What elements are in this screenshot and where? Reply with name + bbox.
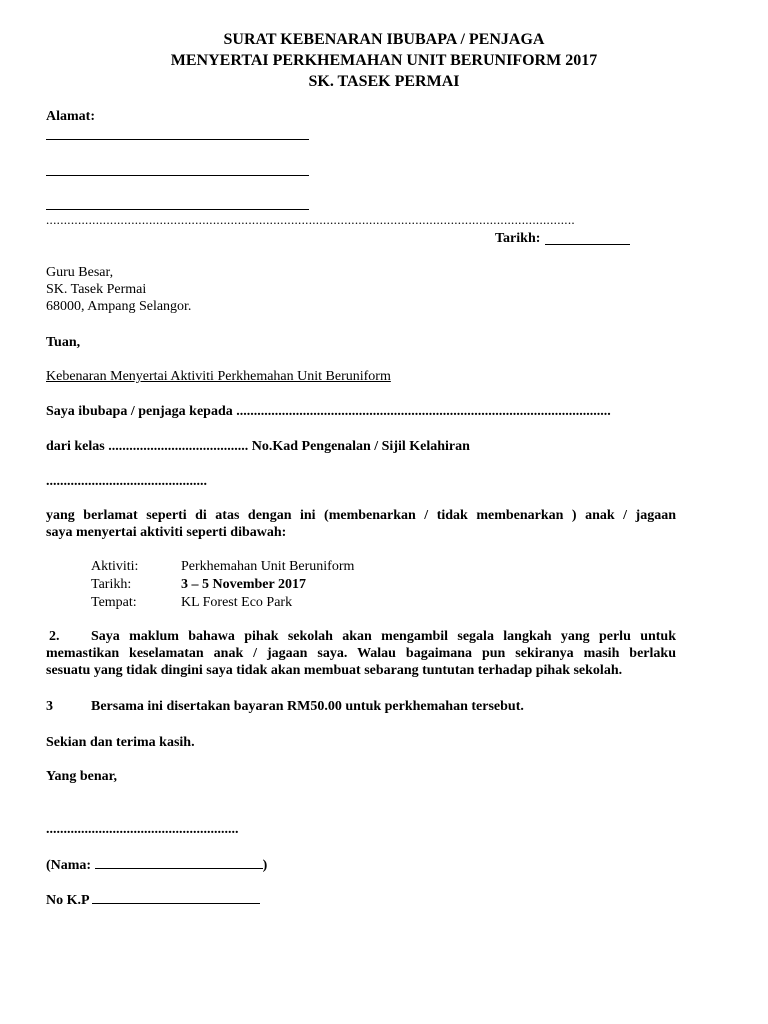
letter-title-line-1: SURAT KEBENARAN IBUBAPA / PENJAGA bbox=[223, 31, 545, 48]
date-blank-line[interactable] bbox=[545, 244, 630, 245]
letter-title-line-3: SK. TASEK PERMAI bbox=[308, 73, 460, 90]
consent-paragraph bbox=[46, 507, 676, 541]
address-blank-line-2[interactable] bbox=[46, 175, 309, 176]
activity-value: Perkhemahan Unit Beruniform bbox=[181, 559, 355, 574]
recipient-line-2: SK. Tasek Permai bbox=[46, 282, 147, 297]
point-2-line-1: Saya maklum bahawa pihak sekolah akan mengambil segala langkah yang perlu untuk bbox=[91, 629, 676, 644]
consent-line-1: yang berlamat seperti di atas dengan ini (membenarkan / tidak membenarkan ) anak / jagaan bbox=[46, 508, 676, 523]
signature-dotted-line: ....................................................... bbox=[46, 822, 239, 837]
name-blank-line[interactable] bbox=[95, 855, 263, 869]
closing-yours: Yang benar, bbox=[46, 769, 118, 784]
ic-number-blank-line[interactable] bbox=[92, 890, 260, 904]
recipient-line-1: Guru Besar, bbox=[46, 265, 114, 280]
activity-place-value: KL Forest Eco Park bbox=[181, 595, 293, 610]
ic-label: No.Kad Pengenalan / Sijil Kelahiran bbox=[251, 439, 470, 454]
activity-place-label: Tempat: bbox=[91, 595, 137, 610]
activity-date-label: Tarikh: bbox=[91, 577, 132, 592]
address-blank-line-3[interactable] bbox=[46, 209, 309, 210]
date-label: Tarikh: bbox=[495, 231, 541, 246]
point-2-paragraph bbox=[46, 645, 676, 679]
ic-number-field bbox=[46, 890, 260, 909]
salutation: Tuan, bbox=[46, 335, 81, 350]
consent-line-2: saya menyertai aktiviti seperti dibawah: bbox=[46, 525, 287, 540]
recipient-line-3: 68000, Ampang Selangor. bbox=[46, 299, 192, 314]
letter-title-line-2: MENYERTAI PERKHEMAHAN UNIT BERUNIFORM 2017 bbox=[170, 52, 598, 69]
closing-thanks: Sekian dan terima kasih. bbox=[46, 735, 195, 750]
name-field bbox=[46, 855, 267, 874]
point-2-line-2: memastikan keselamatan anak / jagaan saya. Walau bagaimana pun sekiranya masih berlaku bbox=[46, 646, 676, 661]
name-close-paren: ) bbox=[262, 858, 268, 873]
letter-subject: Kebenaran Menyertai Aktiviti Perkhemahan Unit Beruniform bbox=[46, 369, 391, 384]
ic-dotted-line: .............................................. bbox=[46, 474, 207, 489]
name-label: (Nama: bbox=[46, 858, 92, 873]
point-2-first-line-wrap bbox=[91, 628, 676, 645]
address-blank-line-1[interactable] bbox=[46, 139, 309, 140]
address-dotted-line: ..................................................................................................................................................... bbox=[46, 212, 575, 227]
class-field-line bbox=[46, 438, 470, 455]
parent-of-line: Saya ibubapa / penjaga kepada ........................................................................................................... bbox=[46, 404, 611, 419]
point-3-number: 3 bbox=[46, 699, 53, 714]
activity-label: Aktiviti: bbox=[91, 559, 139, 574]
activity-date-value: 3 – 5 November 2017 bbox=[181, 577, 306, 592]
point-3-text: Bersama ini disertakan bayaran RM50.00 untuk perkhemahan tersebut. bbox=[91, 699, 524, 714]
point-2-number: 2. bbox=[49, 629, 60, 644]
point-2-line-3: sesuatu yang tidak dingini saya tidak akan membuat sebarang tuntutan terhadap pihak sekolah. bbox=[46, 663, 623, 678]
address-label: Alamat: bbox=[46, 109, 95, 124]
ic-number-label: No K.P bbox=[46, 893, 89, 908]
class-label: dari kelas ........................................ bbox=[46, 439, 249, 454]
